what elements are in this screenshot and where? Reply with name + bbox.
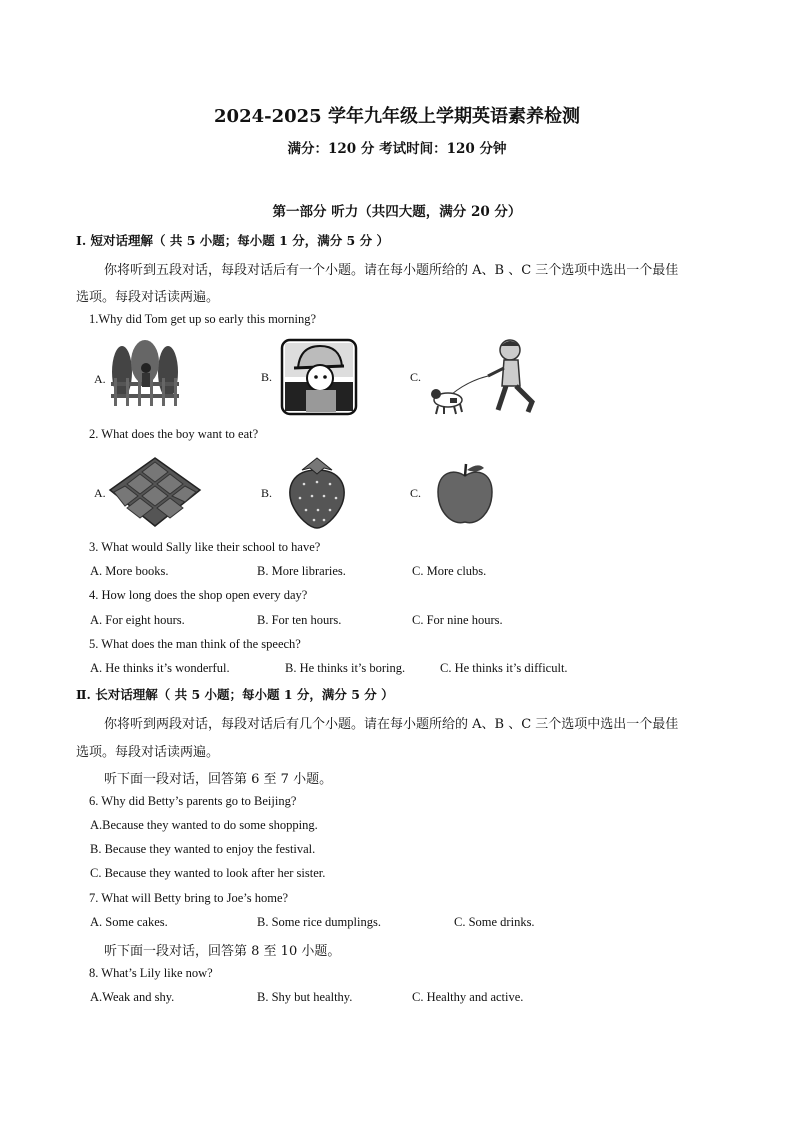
option-label: C. bbox=[410, 486, 422, 500]
boy-walking-dog-icon bbox=[428, 336, 544, 418]
part-heading: 第一部分 听力（共四大题，满分 20 分） bbox=[272, 204, 522, 220]
apple-icon bbox=[434, 460, 496, 528]
option-label: B. bbox=[261, 486, 273, 500]
option-c: C. More clubs. bbox=[412, 564, 487, 578]
option-a: A. More books. bbox=[90, 564, 169, 578]
instructions: 你将听到五段对话，每段对话后有一个小题。请在每小题所给的 A、B 、C 三个选项中选出一个最佳 bbox=[104, 263, 679, 278]
instructions: 选项。每段对话读两遍。 bbox=[76, 745, 220, 760]
question-text: 3. What would Sally like their school to have? bbox=[89, 540, 321, 554]
option-a: A. Some cakes. bbox=[90, 915, 168, 929]
dialog-note: 听下面一段对话，回答第 6 至 7 小题。 bbox=[104, 772, 333, 787]
question-text: 8. What’s Lily like now? bbox=[89, 966, 213, 980]
option-a: A.Because they wanted to do some shopping. bbox=[90, 818, 318, 832]
option-c: C. For nine hours. bbox=[412, 613, 503, 627]
option-a: A.Weak and shy. bbox=[90, 990, 175, 1004]
instructions: 你将听到两段对话，每段对话后有几个小题。请在每小题所给的 A、B 、C 三个选项中选出一个最佳 bbox=[104, 717, 679, 732]
option-a: A. He thinks it’s wonderful. bbox=[90, 661, 230, 675]
section-heading: I. 短对话理解（ 共 5 小题；每小题 1 分，满分 5 分 ） bbox=[76, 233, 389, 248]
question-text: 1.Why did Tom get up so early this morning? bbox=[89, 312, 316, 326]
option-c: C. He thinks it’s difficult. bbox=[440, 661, 568, 675]
option-label: B. bbox=[261, 370, 273, 384]
question-text: 5. What does the man think of the speech? bbox=[89, 637, 301, 651]
exam-info: 满分：120 分 考试时间：120 分钟 bbox=[287, 141, 507, 157]
dialog-note: 听下面一段对话，回答第 8 至 10 小题。 bbox=[104, 944, 341, 959]
section-heading: Ⅱ. 长对话理解（ 共 5 小题；每小题 1 分，满分 5 分 ） bbox=[76, 687, 394, 702]
option-label: A. bbox=[94, 372, 106, 386]
page-title: 2024-2025 学年九年级上学期英语素养检测 bbox=[214, 106, 580, 127]
option-b: B. Some rice dumplings. bbox=[257, 915, 381, 929]
question-text: 7. What will Betty bring to Joe’s home? bbox=[89, 891, 289, 905]
option-c: C. Healthy and active. bbox=[412, 990, 524, 1004]
option-c: C. Because they wanted to look after her sister. bbox=[90, 866, 326, 880]
option-b: B. More libraries. bbox=[257, 564, 346, 578]
question-text: 4. How long does the shop open every day? bbox=[89, 588, 308, 602]
boy-with-cap-icon bbox=[280, 338, 358, 416]
strawberry-icon bbox=[284, 454, 350, 530]
option-b: B. Shy but healthy. bbox=[257, 990, 353, 1004]
instructions: 选项。每段对话读两遍。 bbox=[76, 290, 220, 305]
option-b: B. For ten hours. bbox=[257, 613, 342, 627]
chocolate-icon bbox=[108, 456, 202, 528]
option-b: B. He thinks it’s boring. bbox=[285, 661, 406, 675]
tree-climbing-icon bbox=[108, 338, 182, 412]
option-a: A. For eight hours. bbox=[90, 613, 185, 627]
option-label: A. bbox=[94, 486, 106, 500]
question-text: 2. What does the boy want to eat? bbox=[89, 427, 259, 441]
option-label: C. bbox=[410, 370, 422, 384]
option-b: B. Because they wanted to enjoy the festival. bbox=[90, 842, 316, 856]
option-c: C. Some drinks. bbox=[454, 915, 535, 929]
question-text: 6. Why did Betty’s parents go to Beijing? bbox=[89, 794, 297, 808]
